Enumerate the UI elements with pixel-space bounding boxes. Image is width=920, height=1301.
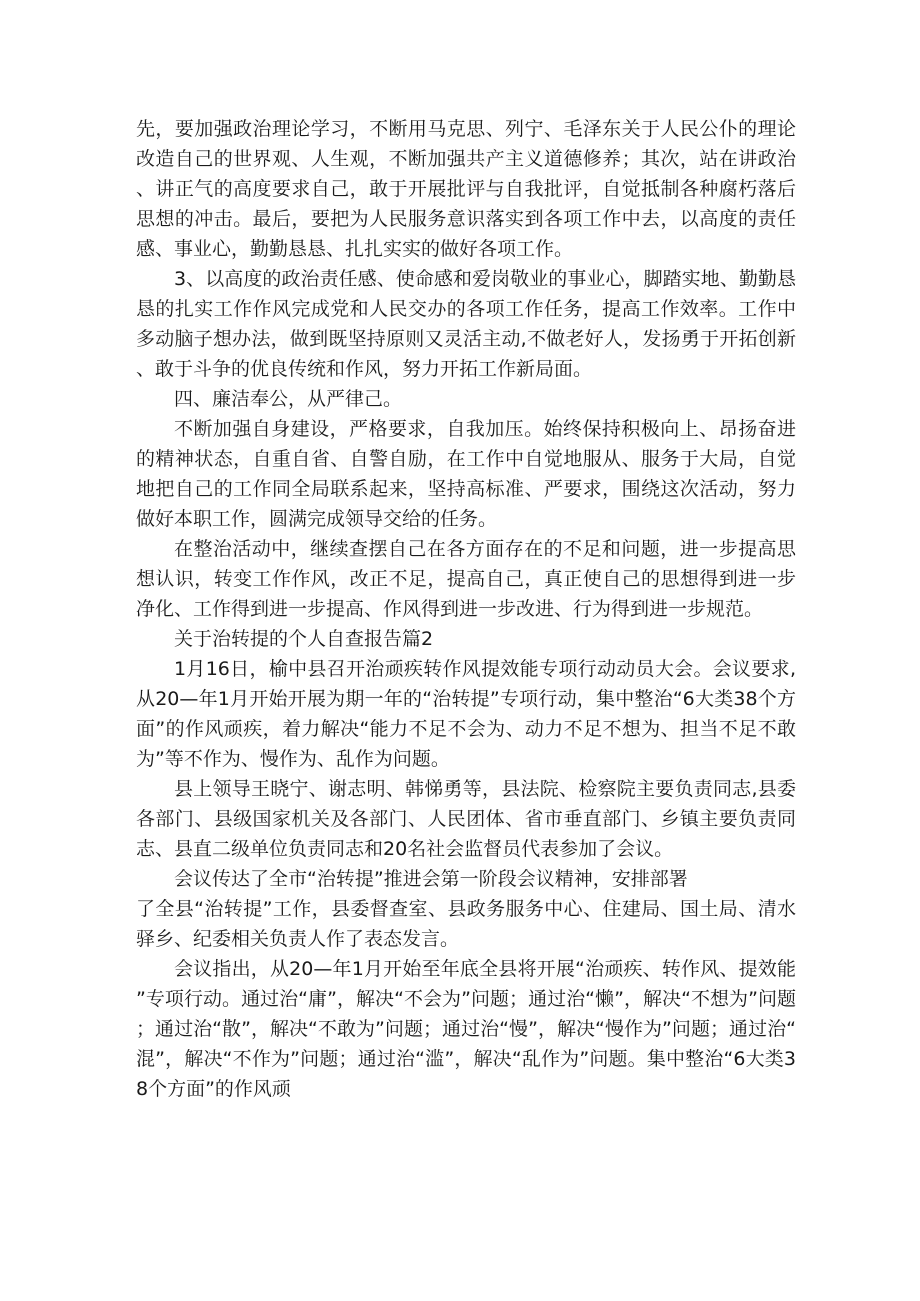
paragraph-conveyed: 会议传达了全市“治转提”推进会第一阶段会议精神，安排部署 <box>174 868 688 890</box>
paragraph-attendees: 县上领导王晓宁、谢志明、韩悌勇等，县法院、检察院主要负责同志,县委各部门、县级国家机关及各部门、人民团体、省市垂直部门、乡镇主要负责同志、县直二级单位负责同志和20名社会监督员代表参加了会议。 <box>136 778 796 860</box>
paragraph-rectification: 在整治活动中，继续查摆自己在各方面存在的不足和问题，进一步提高思想认识，转变工作作风，改正不足，提高自己，真正使自己的思想得到进一步净化、工作得到进一步提高、作风得到进一步改进、行为得到进一步规范。 <box>136 538 796 620</box>
paragraph-self-discipline: 不断加强自身建设，严格要求，自我加压。始终保持积极向上、昂扬奋进的精神状态，自重自省、自警自励，在工作中自觉地服从、服务于大局，自觉地把自己的工作同全局联系起来，坚持高标准、严要求，围绕这次活动，努力做好本职工作，圆满完成领导交给的任务。 <box>136 418 796 530</box>
paragraph-meeting-intro: 1月16日，榆中县召开治顽疾转作风提效能专项行动动员大会。会议要求,从20—年1月开始开展为期一年的“治转提”专项行动，集中整治“6大类38个方面”的作风顽疾，着力解决“能力不足不会为、动力不足不想为、担当不足不敢为”等不作为、慢作为、乱作为问题。 <box>136 658 796 770</box>
paragraph-item-3: 3、以高度的政治责任感、使命感和爱岗敬业的事业心，脚踏实地、勤勤恳恳的扎实工作作风完成党和人民交办的各项工作任务，提高工作效率。工作中多动脑子想办法，做到既坚持原则又灵活主动,不做老好人，发扬勇于开拓创新、敢于斗争的优良传统和作风，努力开拓工作新局面。 <box>136 268 796 380</box>
document-body <box>136 114 796 1104</box>
paragraph-continuation: 先，要加强政治理论学习，不断用马克思、列宁、毛泽东关于人民公仆的理论改造自己的世界观、人生观，不断加强共产主义道德修养；其次，站在讲政治、讲正气的高度要求自己，敢于开展批评与自我批评，自觉抵制各种腐朽落后思想的冲击。最后，要把为人民服务意识落实到各项工作中去，以高度的责任感、事业心，勤勤恳恳、扎扎实实的做好各项工作。 <box>136 118 796 260</box>
paragraph-meeting-points: 会议指出，从20—年1月开始至年底全县将开展“治顽疾、转作风、提效能”专项行动。通过治“庸”，解决“不会为”问题；通过治“懒”，解决“不想为”问题；通过治“散”，解决“不敢为”问题；通过治“慢”，解决“慢作为”问题；通过治“混”，解决“不作为”问题；通过治“滥”，解决“乱作为”问题。集中整治“6大类38个方面”的作风顽 <box>136 958 796 1100</box>
paragraph-deployment: 了全县“治转提”工作，县委督查室、县政务服务中心、住建局、国土局、清水驿乡、纪委相关负责人作了表态发言。 <box>136 898 796 950</box>
article-title-part-2: 关于治转提的个人自查报告篇2 <box>174 628 434 650</box>
section-heading-4: 四、廉洁奉公，从严律己。 <box>174 388 403 410</box>
